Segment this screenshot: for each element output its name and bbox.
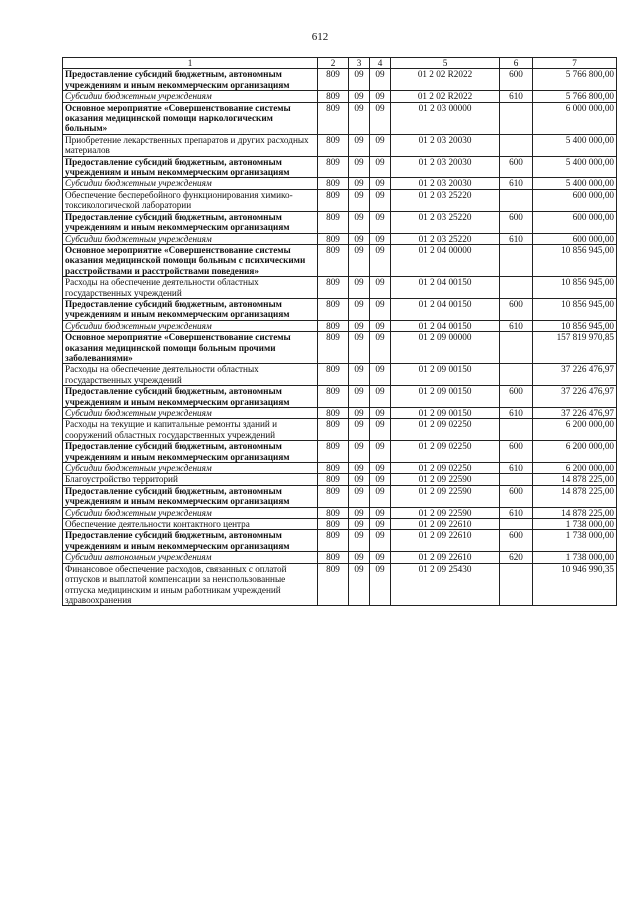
row-name: Приобретение лекарственных препаратов и других расходных материалов bbox=[63, 134, 318, 156]
row-name: Предоставление субсидий бюджетным, автономным учреждениям и иным некоммерческим организациям bbox=[63, 69, 318, 91]
row-name: Субсидии автономным учреждениям bbox=[63, 552, 318, 563]
row-subsection: 09 bbox=[370, 364, 391, 386]
row-name: Основное мероприятие «Совершенствование системы оказания медицинской помощи наркологическим больным» bbox=[63, 102, 318, 134]
row-expense-type: 600 bbox=[500, 386, 533, 408]
row-admin-code: 809 bbox=[318, 552, 349, 563]
row-name: Расходы на обеспечение деятельности областных государственных учреждений bbox=[63, 364, 318, 386]
row-admin-code: 809 bbox=[318, 134, 349, 156]
row-amount: 6 200 000,00 bbox=[533, 419, 617, 441]
row-section: 09 bbox=[349, 463, 370, 474]
header-col-2: 2 bbox=[318, 58, 349, 69]
row-expense-type bbox=[500, 563, 533, 606]
row-amount: 600 000,00 bbox=[533, 233, 617, 244]
row-expense-type: 600 bbox=[500, 530, 533, 552]
row-name: Предоставление субсидий бюджетным, автономным учреждениям и иным некоммерческим организациям bbox=[63, 386, 318, 408]
table-row bbox=[63, 408, 617, 419]
row-name: Субсидии бюджетным учреждениям bbox=[63, 507, 318, 518]
row-target-article: 01 2 09 22610 bbox=[391, 552, 500, 563]
row-name: Субсидии бюджетным учреждениям bbox=[63, 320, 318, 331]
row-subsection: 09 bbox=[370, 102, 391, 134]
row-section: 09 bbox=[349, 298, 370, 320]
row-expense-type bbox=[500, 519, 533, 530]
row-section: 09 bbox=[349, 134, 370, 156]
row-target-article: 01 2 04 00150 bbox=[391, 298, 500, 320]
row-target-article: 01 2 02 R2022 bbox=[391, 91, 500, 102]
row-amount: 37 226 476,97 bbox=[533, 386, 617, 408]
row-amount: 14 878 225,00 bbox=[533, 507, 617, 518]
row-subsection: 09 bbox=[370, 419, 391, 441]
row-admin-code: 809 bbox=[318, 386, 349, 408]
row-target-article: 01 2 03 25220 bbox=[391, 189, 500, 211]
row-admin-code: 809 bbox=[318, 563, 349, 606]
row-section: 09 bbox=[349, 474, 370, 485]
table-row bbox=[63, 519, 617, 530]
row-expense-type bbox=[500, 102, 533, 134]
row-subsection: 09 bbox=[370, 552, 391, 563]
row-target-article: 01 2 09 02250 bbox=[391, 419, 500, 441]
row-admin-code: 809 bbox=[318, 211, 349, 233]
row-name: Обеспечение деятельности контактного центра bbox=[63, 519, 318, 530]
row-section: 09 bbox=[349, 386, 370, 408]
row-name: Предоставление субсидий бюджетным, автономным учреждениям и иным некоммерческим организациям bbox=[63, 485, 318, 507]
row-section: 09 bbox=[349, 332, 370, 364]
row-expense-type: 600 bbox=[500, 298, 533, 320]
row-amount: 600 000,00 bbox=[533, 211, 617, 233]
row-admin-code: 809 bbox=[318, 102, 349, 134]
row-expense-type: 600 bbox=[500, 156, 533, 178]
row-amount: 1 738 000,00 bbox=[533, 519, 617, 530]
row-section: 09 bbox=[349, 211, 370, 233]
row-name: Субсидии бюджетным учреждениям bbox=[63, 233, 318, 244]
table-row bbox=[63, 102, 617, 134]
row-target-article: 01 2 09 00150 bbox=[391, 408, 500, 419]
row-section: 09 bbox=[349, 69, 370, 91]
row-target-article: 01 2 03 20030 bbox=[391, 156, 500, 178]
budget-table bbox=[62, 57, 617, 606]
row-subsection: 09 bbox=[370, 519, 391, 530]
row-section: 09 bbox=[349, 419, 370, 441]
row-subsection: 09 bbox=[370, 563, 391, 606]
row-subsection: 09 bbox=[370, 474, 391, 485]
row-amount: 10 946 990,35 bbox=[533, 563, 617, 606]
row-target-article: 01 2 09 22590 bbox=[391, 507, 500, 518]
row-amount: 6 200 000,00 bbox=[533, 463, 617, 474]
row-subsection: 09 bbox=[370, 134, 391, 156]
row-section: 09 bbox=[349, 244, 370, 276]
row-section: 09 bbox=[349, 277, 370, 299]
row-section: 09 bbox=[349, 408, 370, 419]
row-amount: 5 766 800,00 bbox=[533, 91, 617, 102]
row-section: 09 bbox=[349, 530, 370, 552]
row-target-article: 01 2 09 22590 bbox=[391, 474, 500, 485]
row-target-article: 01 2 03 25220 bbox=[391, 233, 500, 244]
row-admin-code: 809 bbox=[318, 320, 349, 331]
row-target-article: 01 2 03 25220 bbox=[391, 211, 500, 233]
table-row bbox=[63, 563, 617, 606]
row-amount: 10 856 945,00 bbox=[533, 320, 617, 331]
table-row bbox=[63, 332, 617, 364]
row-admin-code: 809 bbox=[318, 332, 349, 364]
row-name: Обеспечение бесперебойного функционирования химико-токсикологической лаборатории bbox=[63, 189, 318, 211]
row-expense-type: 610 bbox=[500, 233, 533, 244]
row-name: Предоставление субсидий бюджетным, автономным учреждениям и иным некоммерческим организациям bbox=[63, 211, 318, 233]
row-target-article: 01 2 09 02250 bbox=[391, 441, 500, 463]
row-admin-code: 809 bbox=[318, 463, 349, 474]
row-amount: 14 878 225,00 bbox=[533, 485, 617, 507]
table-row bbox=[63, 552, 617, 563]
row-admin-code: 809 bbox=[318, 69, 349, 91]
table-row bbox=[63, 463, 617, 474]
table-row bbox=[63, 277, 617, 299]
row-subsection: 09 bbox=[370, 441, 391, 463]
row-subsection: 09 bbox=[370, 178, 391, 189]
row-subsection: 09 bbox=[370, 530, 391, 552]
row-name: Расходы на текущие и капитальные ремонты зданий и сооружений областных государственных учреждений bbox=[63, 419, 318, 441]
row-amount: 10 856 945,00 bbox=[533, 277, 617, 299]
table-row bbox=[63, 530, 617, 552]
row-amount: 10 856 945,00 bbox=[533, 298, 617, 320]
table-header bbox=[63, 58, 617, 69]
row-section: 09 bbox=[349, 320, 370, 331]
row-expense-type bbox=[500, 474, 533, 485]
row-admin-code: 809 bbox=[318, 189, 349, 211]
table-row bbox=[63, 507, 617, 518]
row-amount: 37 226 476,97 bbox=[533, 408, 617, 419]
row-target-article: 01 2 09 22610 bbox=[391, 519, 500, 530]
row-name: Финансовое обеспечение расходов, связанных с оплатой отпусков и выплатой компенсации за неиспользованные отпуска медицинским и иным работникам учреждений здравоохранения bbox=[63, 563, 318, 606]
row-target-article: 01 2 09 22590 bbox=[391, 485, 500, 507]
row-name: Субсидии бюджетным учреждениям bbox=[63, 91, 318, 102]
row-subsection: 09 bbox=[370, 298, 391, 320]
row-name: Предоставление субсидий бюджетным, автономным учреждениям и иным некоммерческим организациям bbox=[63, 441, 318, 463]
row-amount: 600 000,00 bbox=[533, 189, 617, 211]
row-amount: 14 878 225,00 bbox=[533, 474, 617, 485]
row-expense-type: 600 bbox=[500, 69, 533, 91]
table-row bbox=[63, 364, 617, 386]
row-target-article: 01 2 03 00000 bbox=[391, 102, 500, 134]
table-row bbox=[63, 386, 617, 408]
row-name: Субсидии бюджетным учреждениям bbox=[63, 463, 318, 474]
row-target-article: 01 2 09 00000 bbox=[391, 332, 500, 364]
row-section: 09 bbox=[349, 178, 370, 189]
row-subsection: 09 bbox=[370, 463, 391, 474]
table-row bbox=[63, 211, 617, 233]
row-name: Предоставление субсидий бюджетным, автономным учреждениям и иным некоммерческим организациям bbox=[63, 156, 318, 178]
row-section: 09 bbox=[349, 364, 370, 386]
row-admin-code: 809 bbox=[318, 519, 349, 530]
row-name: Благоустройство территорий bbox=[63, 474, 318, 485]
row-amount: 5 766 800,00 bbox=[533, 69, 617, 91]
row-subsection: 09 bbox=[370, 485, 391, 507]
table-row bbox=[63, 244, 617, 276]
row-name: Предоставление субсидий бюджетным, автономным учреждениям и иным некоммерческим организациям bbox=[63, 298, 318, 320]
row-section: 09 bbox=[349, 519, 370, 530]
row-expense-type bbox=[500, 419, 533, 441]
row-name: Основное мероприятие «Совершенствование системы оказания медицинской помощи больным с психическими расстройствами и расстройствами поведения» bbox=[63, 244, 318, 276]
table-row bbox=[63, 474, 617, 485]
header-col-4: 4 bbox=[370, 58, 391, 69]
row-subsection: 09 bbox=[370, 277, 391, 299]
row-target-article: 01 2 03 20030 bbox=[391, 178, 500, 189]
header-col-7: 7 bbox=[533, 58, 617, 69]
row-section: 09 bbox=[349, 441, 370, 463]
row-admin-code: 809 bbox=[318, 408, 349, 419]
row-expense-type: 610 bbox=[500, 463, 533, 474]
row-amount: 6 200 000,00 bbox=[533, 441, 617, 463]
row-target-article: 01 2 04 00150 bbox=[391, 277, 500, 299]
row-expense-type: 610 bbox=[500, 408, 533, 419]
row-amount: 5 400 000,00 bbox=[533, 156, 617, 178]
row-name: Основное мероприятие «Совершенствование системы оказания медицинской помощи больным прочими заболеваниями» bbox=[63, 332, 318, 364]
row-admin-code: 809 bbox=[318, 277, 349, 299]
header-col-5: 5 bbox=[391, 58, 500, 69]
row-expense-type: 600 bbox=[500, 485, 533, 507]
row-amount: 37 226 476,97 bbox=[533, 364, 617, 386]
header-col-6: 6 bbox=[500, 58, 533, 69]
row-subsection: 09 bbox=[370, 408, 391, 419]
row-section: 09 bbox=[349, 91, 370, 102]
row-amount: 157 819 970,85 bbox=[533, 332, 617, 364]
row-admin-code: 809 bbox=[318, 233, 349, 244]
row-amount: 6 000 000,00 bbox=[533, 102, 617, 134]
row-section: 09 bbox=[349, 563, 370, 606]
row-section: 09 bbox=[349, 507, 370, 518]
row-target-article: 01 2 09 02250 bbox=[391, 463, 500, 474]
row-subsection: 09 bbox=[370, 233, 391, 244]
row-expense-type bbox=[500, 244, 533, 276]
row-target-article: 01 2 09 25430 bbox=[391, 563, 500, 606]
row-amount: 5 400 000,00 bbox=[533, 134, 617, 156]
row-expense-type: 620 bbox=[500, 552, 533, 563]
row-subsection: 09 bbox=[370, 386, 391, 408]
table-row bbox=[63, 485, 617, 507]
row-amount: 1 738 000,00 bbox=[533, 530, 617, 552]
row-target-article: 01 2 03 20030 bbox=[391, 134, 500, 156]
row-target-article: 01 2 04 00150 bbox=[391, 320, 500, 331]
row-admin-code: 809 bbox=[318, 485, 349, 507]
row-admin-code: 809 bbox=[318, 530, 349, 552]
row-target-article: 01 2 02 R2022 bbox=[391, 69, 500, 91]
row-name: Предоставление субсидий бюджетным, автономным учреждениям и иным некоммерческим организациям bbox=[63, 530, 318, 552]
table-row bbox=[63, 91, 617, 102]
row-subsection: 09 bbox=[370, 156, 391, 178]
row-admin-code: 809 bbox=[318, 298, 349, 320]
table-row bbox=[63, 69, 617, 91]
row-admin-code: 809 bbox=[318, 419, 349, 441]
table-row bbox=[63, 441, 617, 463]
row-target-article: 01 2 09 00150 bbox=[391, 386, 500, 408]
row-admin-code: 809 bbox=[318, 244, 349, 276]
row-section: 09 bbox=[349, 156, 370, 178]
row-name: Субсидии бюджетным учреждениям bbox=[63, 178, 318, 189]
header-col-3: 3 bbox=[349, 58, 370, 69]
row-section: 09 bbox=[349, 102, 370, 134]
row-section: 09 bbox=[349, 189, 370, 211]
row-admin-code: 809 bbox=[318, 441, 349, 463]
row-name: Расходы на обеспечение деятельности областных государственных учреждений bbox=[63, 277, 318, 299]
row-target-article: 01 2 09 22610 bbox=[391, 530, 500, 552]
row-admin-code: 809 bbox=[318, 156, 349, 178]
row-expense-type: 610 bbox=[500, 178, 533, 189]
header-col-1: 1 bbox=[63, 58, 318, 69]
row-section: 09 bbox=[349, 485, 370, 507]
row-amount: 5 400 000,00 bbox=[533, 178, 617, 189]
row-admin-code: 809 bbox=[318, 178, 349, 189]
row-expense-type: 600 bbox=[500, 441, 533, 463]
row-subsection: 09 bbox=[370, 211, 391, 233]
row-admin-code: 809 bbox=[318, 474, 349, 485]
row-subsection: 09 bbox=[370, 320, 391, 331]
row-expense-type: 600 bbox=[500, 211, 533, 233]
page-number: 612 bbox=[311, 31, 329, 43]
row-expense-type bbox=[500, 277, 533, 299]
row-expense-type: 610 bbox=[500, 91, 533, 102]
row-subsection: 09 bbox=[370, 189, 391, 211]
row-amount: 10 856 945,00 bbox=[533, 244, 617, 276]
table-row bbox=[63, 189, 617, 211]
table-row bbox=[63, 156, 617, 178]
row-amount: 1 738 000,00 bbox=[533, 552, 617, 563]
row-expense-type bbox=[500, 364, 533, 386]
table-row bbox=[63, 233, 617, 244]
row-expense-type bbox=[500, 332, 533, 364]
table-row bbox=[63, 298, 617, 320]
row-admin-code: 809 bbox=[318, 507, 349, 518]
row-expense-type: 610 bbox=[500, 507, 533, 518]
row-subsection: 09 bbox=[370, 91, 391, 102]
row-section: 09 bbox=[349, 552, 370, 563]
table-row bbox=[63, 134, 617, 156]
table-body bbox=[63, 69, 617, 606]
row-name: Субсидии бюджетным учреждениям bbox=[63, 408, 318, 419]
row-expense-type bbox=[500, 189, 533, 211]
row-target-article: 01 2 04 00000 bbox=[391, 244, 500, 276]
table-row bbox=[63, 419, 617, 441]
table-row bbox=[63, 178, 617, 189]
row-section: 09 bbox=[349, 233, 370, 244]
header-row bbox=[63, 58, 617, 69]
table-row bbox=[63, 320, 617, 331]
row-subsection: 09 bbox=[370, 69, 391, 91]
row-subsection: 09 bbox=[370, 332, 391, 364]
row-subsection: 09 bbox=[370, 244, 391, 276]
row-expense-type bbox=[500, 134, 533, 156]
row-admin-code: 809 bbox=[318, 91, 349, 102]
row-subsection: 09 bbox=[370, 507, 391, 518]
row-expense-type: 610 bbox=[500, 320, 533, 331]
row-admin-code: 809 bbox=[318, 364, 349, 386]
row-target-article: 01 2 09 00150 bbox=[391, 364, 500, 386]
